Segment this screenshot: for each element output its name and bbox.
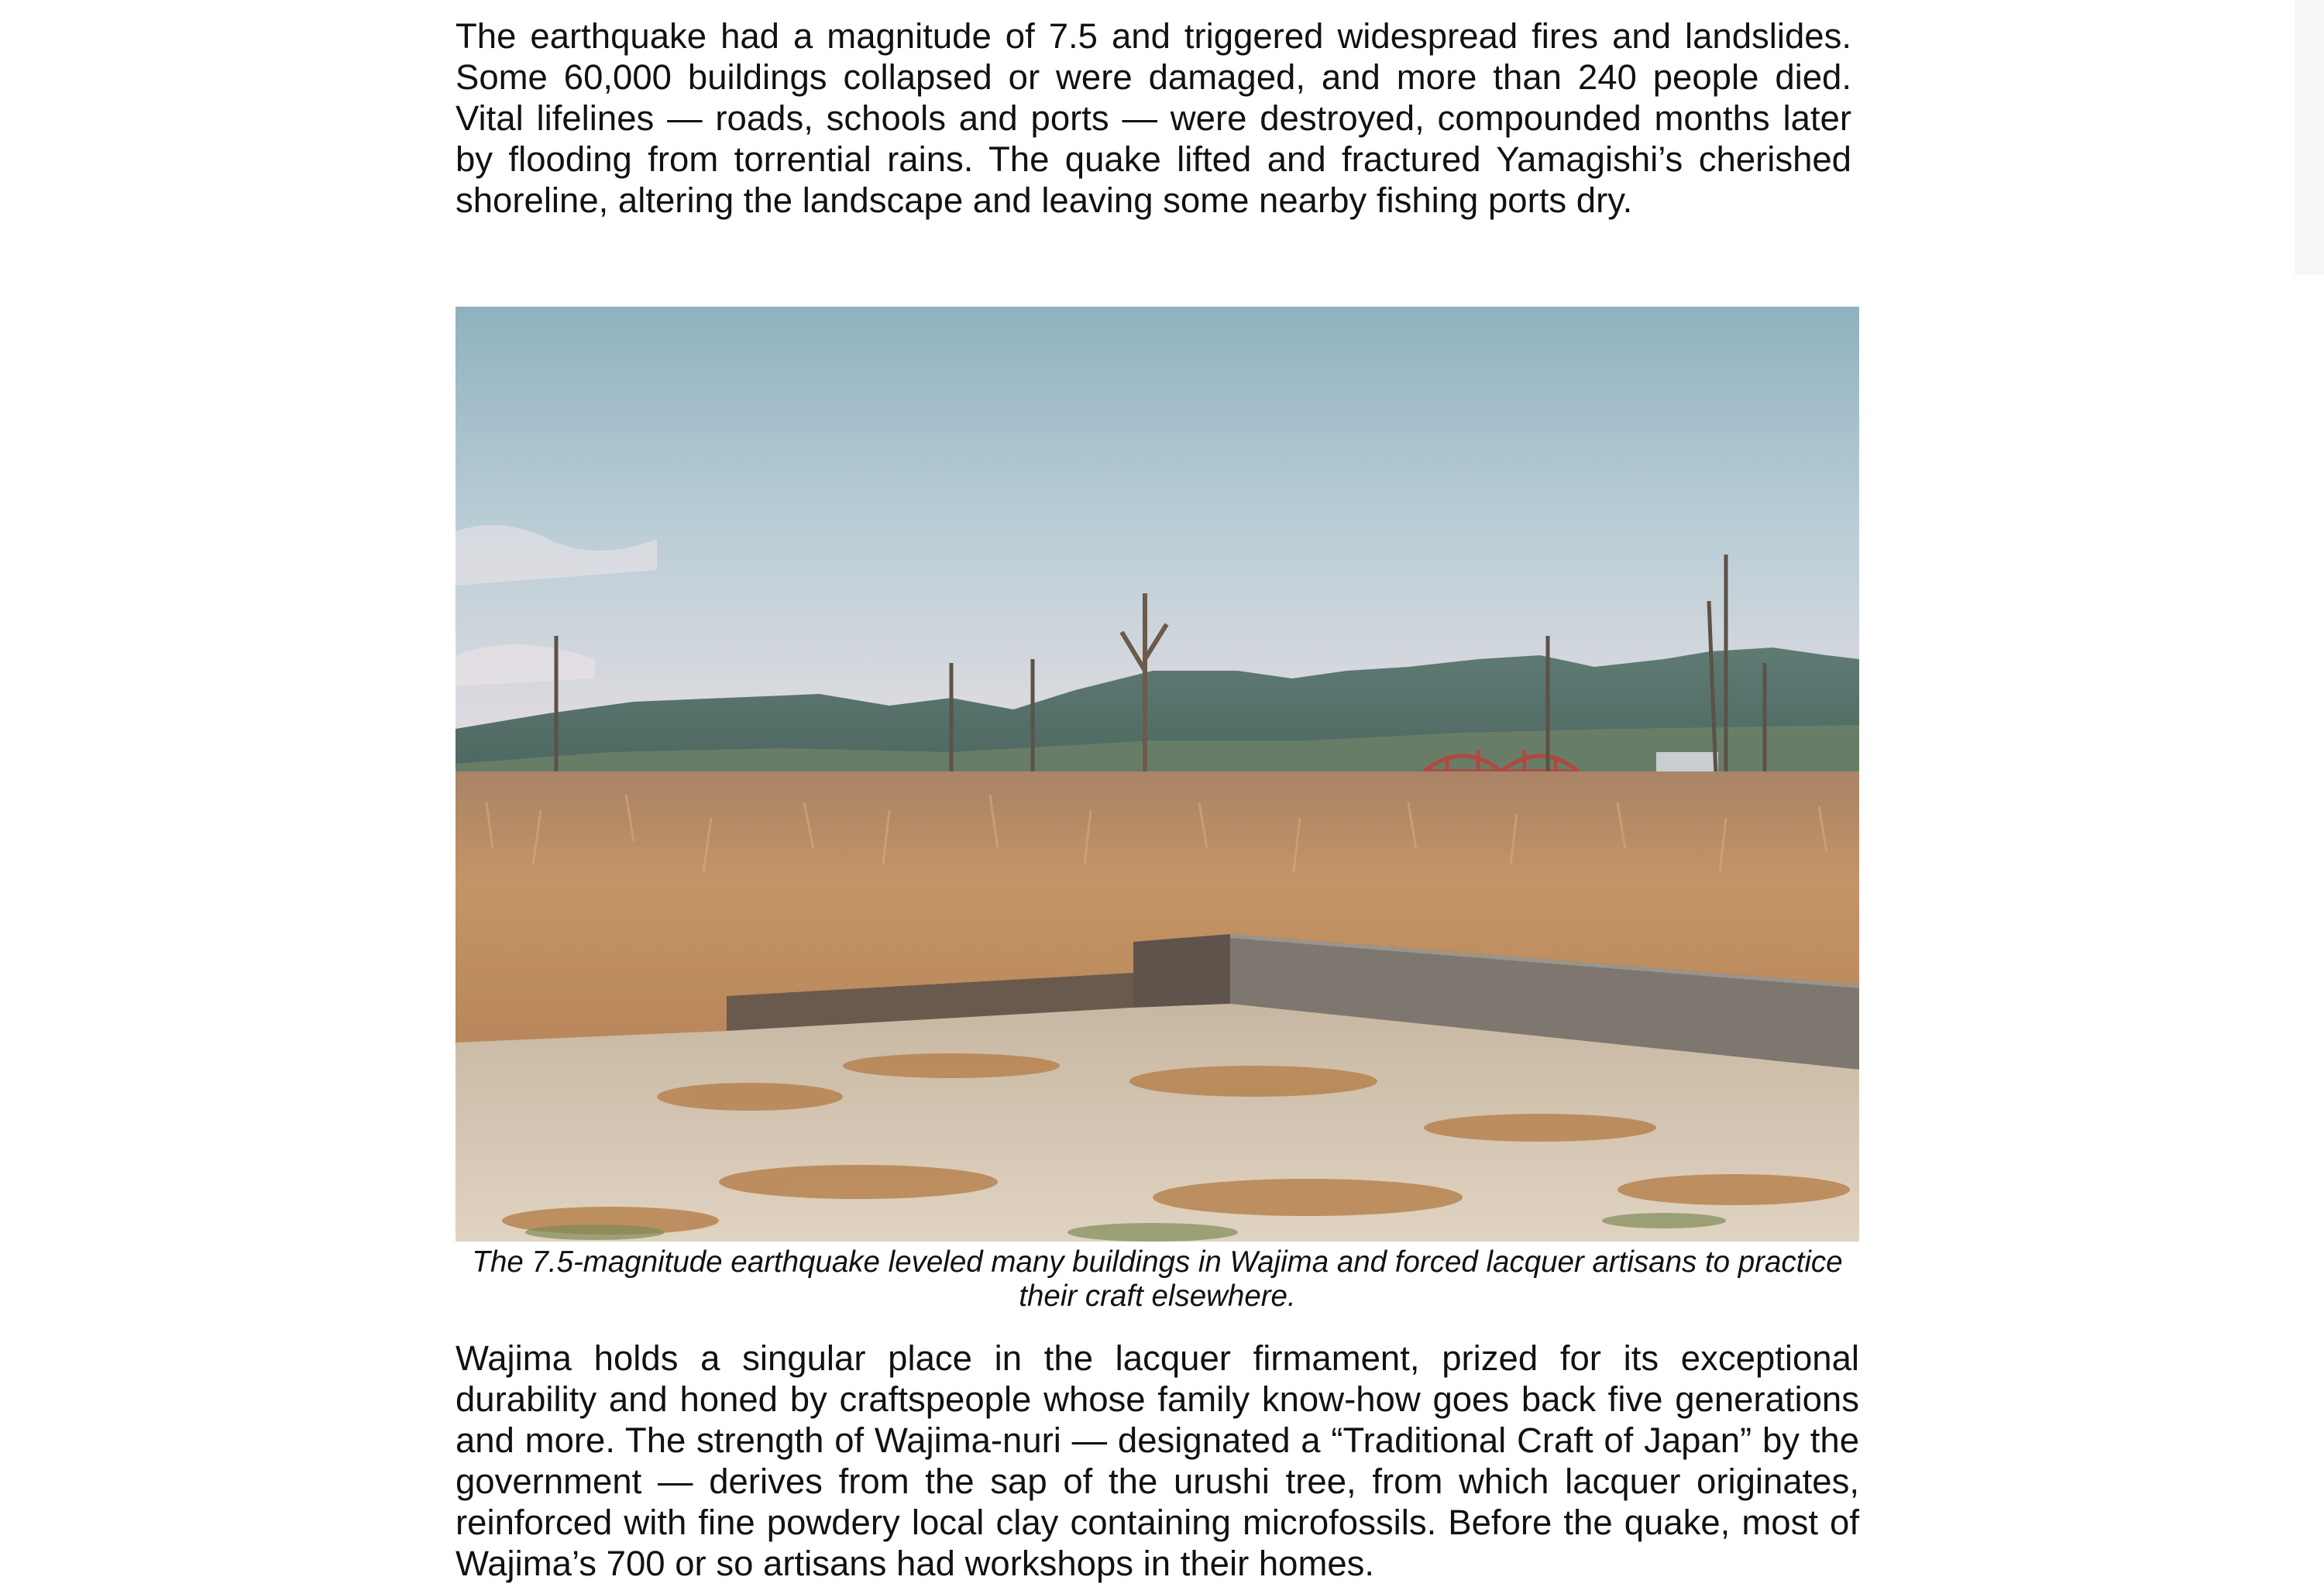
foundation-wall-corner (1133, 934, 1230, 1008)
earthquake-site-photo (456, 307, 1859, 1242)
article-paragraph-1: The earthquake had a magnitude of 7.5 and triggered widespread fires and landslides. Some 60,000 buildings collapsed or were damaged, and more than 240 people died. Vital lifelines — roads, schools and ports — were destroyed, compounded months later by flooding from torrential rains. The quake lifted and fractured Yamagishi’s cherished shoreline, altering the landscape and leaving some nearby fishing ports dry. (456, 16, 1851, 220)
article-paragraph-2: Wajima holds a singular place in the lacquer firmament, prized for its exceptional durability and honed by craftspeople whose family know-how goes back five generations and more. The strength of Wajima-nuri — designated a “Traditional Craft of Japan” by the government — derives from the sap of the urushi tree, from which lacquer originates, reinforced with fine powdery local clay containing microfossils. Before the quake, most of Wajima’s 700 or so artisans had workshops in their homes. (456, 1338, 1859, 1583)
landscape-illustration (456, 307, 1859, 1242)
photo-caption: The 7.5-magnitude earthquake leveled many buildings in Wajima and forced lacquer artisans to practice their craft elsewhere. (472, 1245, 1843, 1313)
page-edge-shade (2295, 0, 2324, 275)
